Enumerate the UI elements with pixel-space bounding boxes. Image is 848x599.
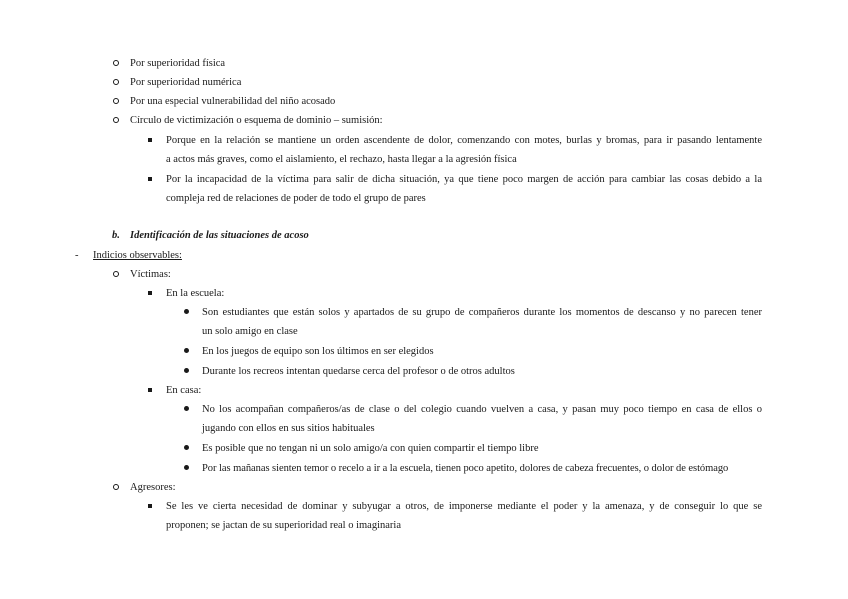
dot-bullet-icon [184,342,189,361]
list-item-text: Indicios observables: [93,250,182,261]
list-item [0,381,848,400]
list-item-text: Víctimas: [130,269,171,280]
circle-bullet-icon [113,54,119,73]
list-item-continuation [0,150,848,169]
list-item-text: proponen; se jactan de su superioridad real o imaginaria [166,520,401,531]
list-item-text: Por las mañanas sienten temor o recelo a ir a la escuela, tienen poco apetito, dolores de cabeza frecuentes, o dolor de estómago [202,463,729,474]
section-title: Identificación de las situaciones de acoso [130,230,309,241]
list-item [0,73,848,92]
list-item-text: Durante los recreos intentan quedarse cerca del profesor o de otros adultos [202,366,515,377]
list-item-text: Por superioridad física [130,58,226,69]
list-item [0,459,848,478]
list-item [0,497,848,516]
list-item-text: Por la incapacidad de la víctima para salir de dicha situación, ya que tiene poco margen de acción para cambiar las cosas debido a la [166,174,762,185]
list-item-text: Porque en la relación se mantiene un orden ascendente de dolor, comenzando con motes, burlas y bromas, para ir pasando lentamente [166,135,762,146]
list-item [0,170,848,189]
square-bullet-icon [148,381,152,400]
list-item-text: a actos más graves, como el aislamiento, el rechazo, hasta llegar a la agresión física [166,154,517,165]
dot-bullet-icon [184,362,189,381]
list-item [0,400,848,419]
square-bullet-icon [148,170,152,189]
dash-bullet: - [75,250,79,261]
list-item-text: No los acompañan compañeros/as de clase o del colegio cuando vuelven a casa, y pasan muy poco tiempo en casa de ellos o [202,404,762,415]
list-item [0,342,848,361]
list-item-text: Círculo de victimización o esquema de dominio – sumisión: [130,115,383,126]
section-marker: b. [112,230,120,241]
list-item-text: Agresores: [130,482,176,493]
circle-bullet-icon [113,111,119,130]
list-item-continuation [0,516,848,535]
dot-bullet-icon [184,439,189,458]
list-item [0,303,848,322]
list-item [0,362,848,381]
circle-bullet-icon [113,478,119,497]
list-item [0,284,848,303]
list-item [0,54,848,73]
list-item [0,478,848,497]
list-item-text: En casa: [166,385,202,396]
list-item [0,265,848,284]
list-item-text: En los juegos de equipo son los últimos en ser elegidos [202,346,434,357]
square-bullet-icon [148,284,152,303]
list-item [0,111,848,130]
list-item-text: Por una especial vulnerabilidad del niño acosado [130,96,336,107]
list-item-text: Por superioridad numérica [130,77,242,88]
square-bullet-icon [148,131,152,150]
list-item-text: un solo amigo en clase [202,326,298,337]
list-item [0,246,848,265]
list-item [0,131,848,150]
list-item-continuation [0,419,848,438]
list-item-text: Se les ve cierta necesidad de dominar y subyugar a otros, de imponerse mediante el poder y la amenaza, y de conseguir lo que se [166,501,762,512]
circle-bullet-icon [113,265,119,284]
list-item [0,439,848,458]
dot-bullet-icon [184,459,189,478]
list-item-continuation [0,189,848,208]
list-item-text: En la escuela: [166,288,225,299]
list-item-text: Es posible que no tengan ni un solo amigo/a con quien compartir el tiempo libre [202,443,539,454]
list-item-text: compleja red de relaciones de poder de todo el grupo de pares [166,193,426,204]
square-bullet-icon [148,497,152,516]
circle-bullet-icon [113,92,119,111]
circle-bullet-icon [113,73,119,92]
dot-bullet-icon [184,400,189,419]
dot-bullet-icon [184,303,189,322]
list-item [0,92,848,111]
list-item-text: jugando con ellos en sus sitios habituales [202,423,375,434]
list-item-text: Son estudiantes que están solos y apartados de su grupo de compañeros durante los momentos de descanso y no parecen tener [202,307,762,318]
list-item-continuation [0,322,848,341]
section-heading [0,226,848,245]
